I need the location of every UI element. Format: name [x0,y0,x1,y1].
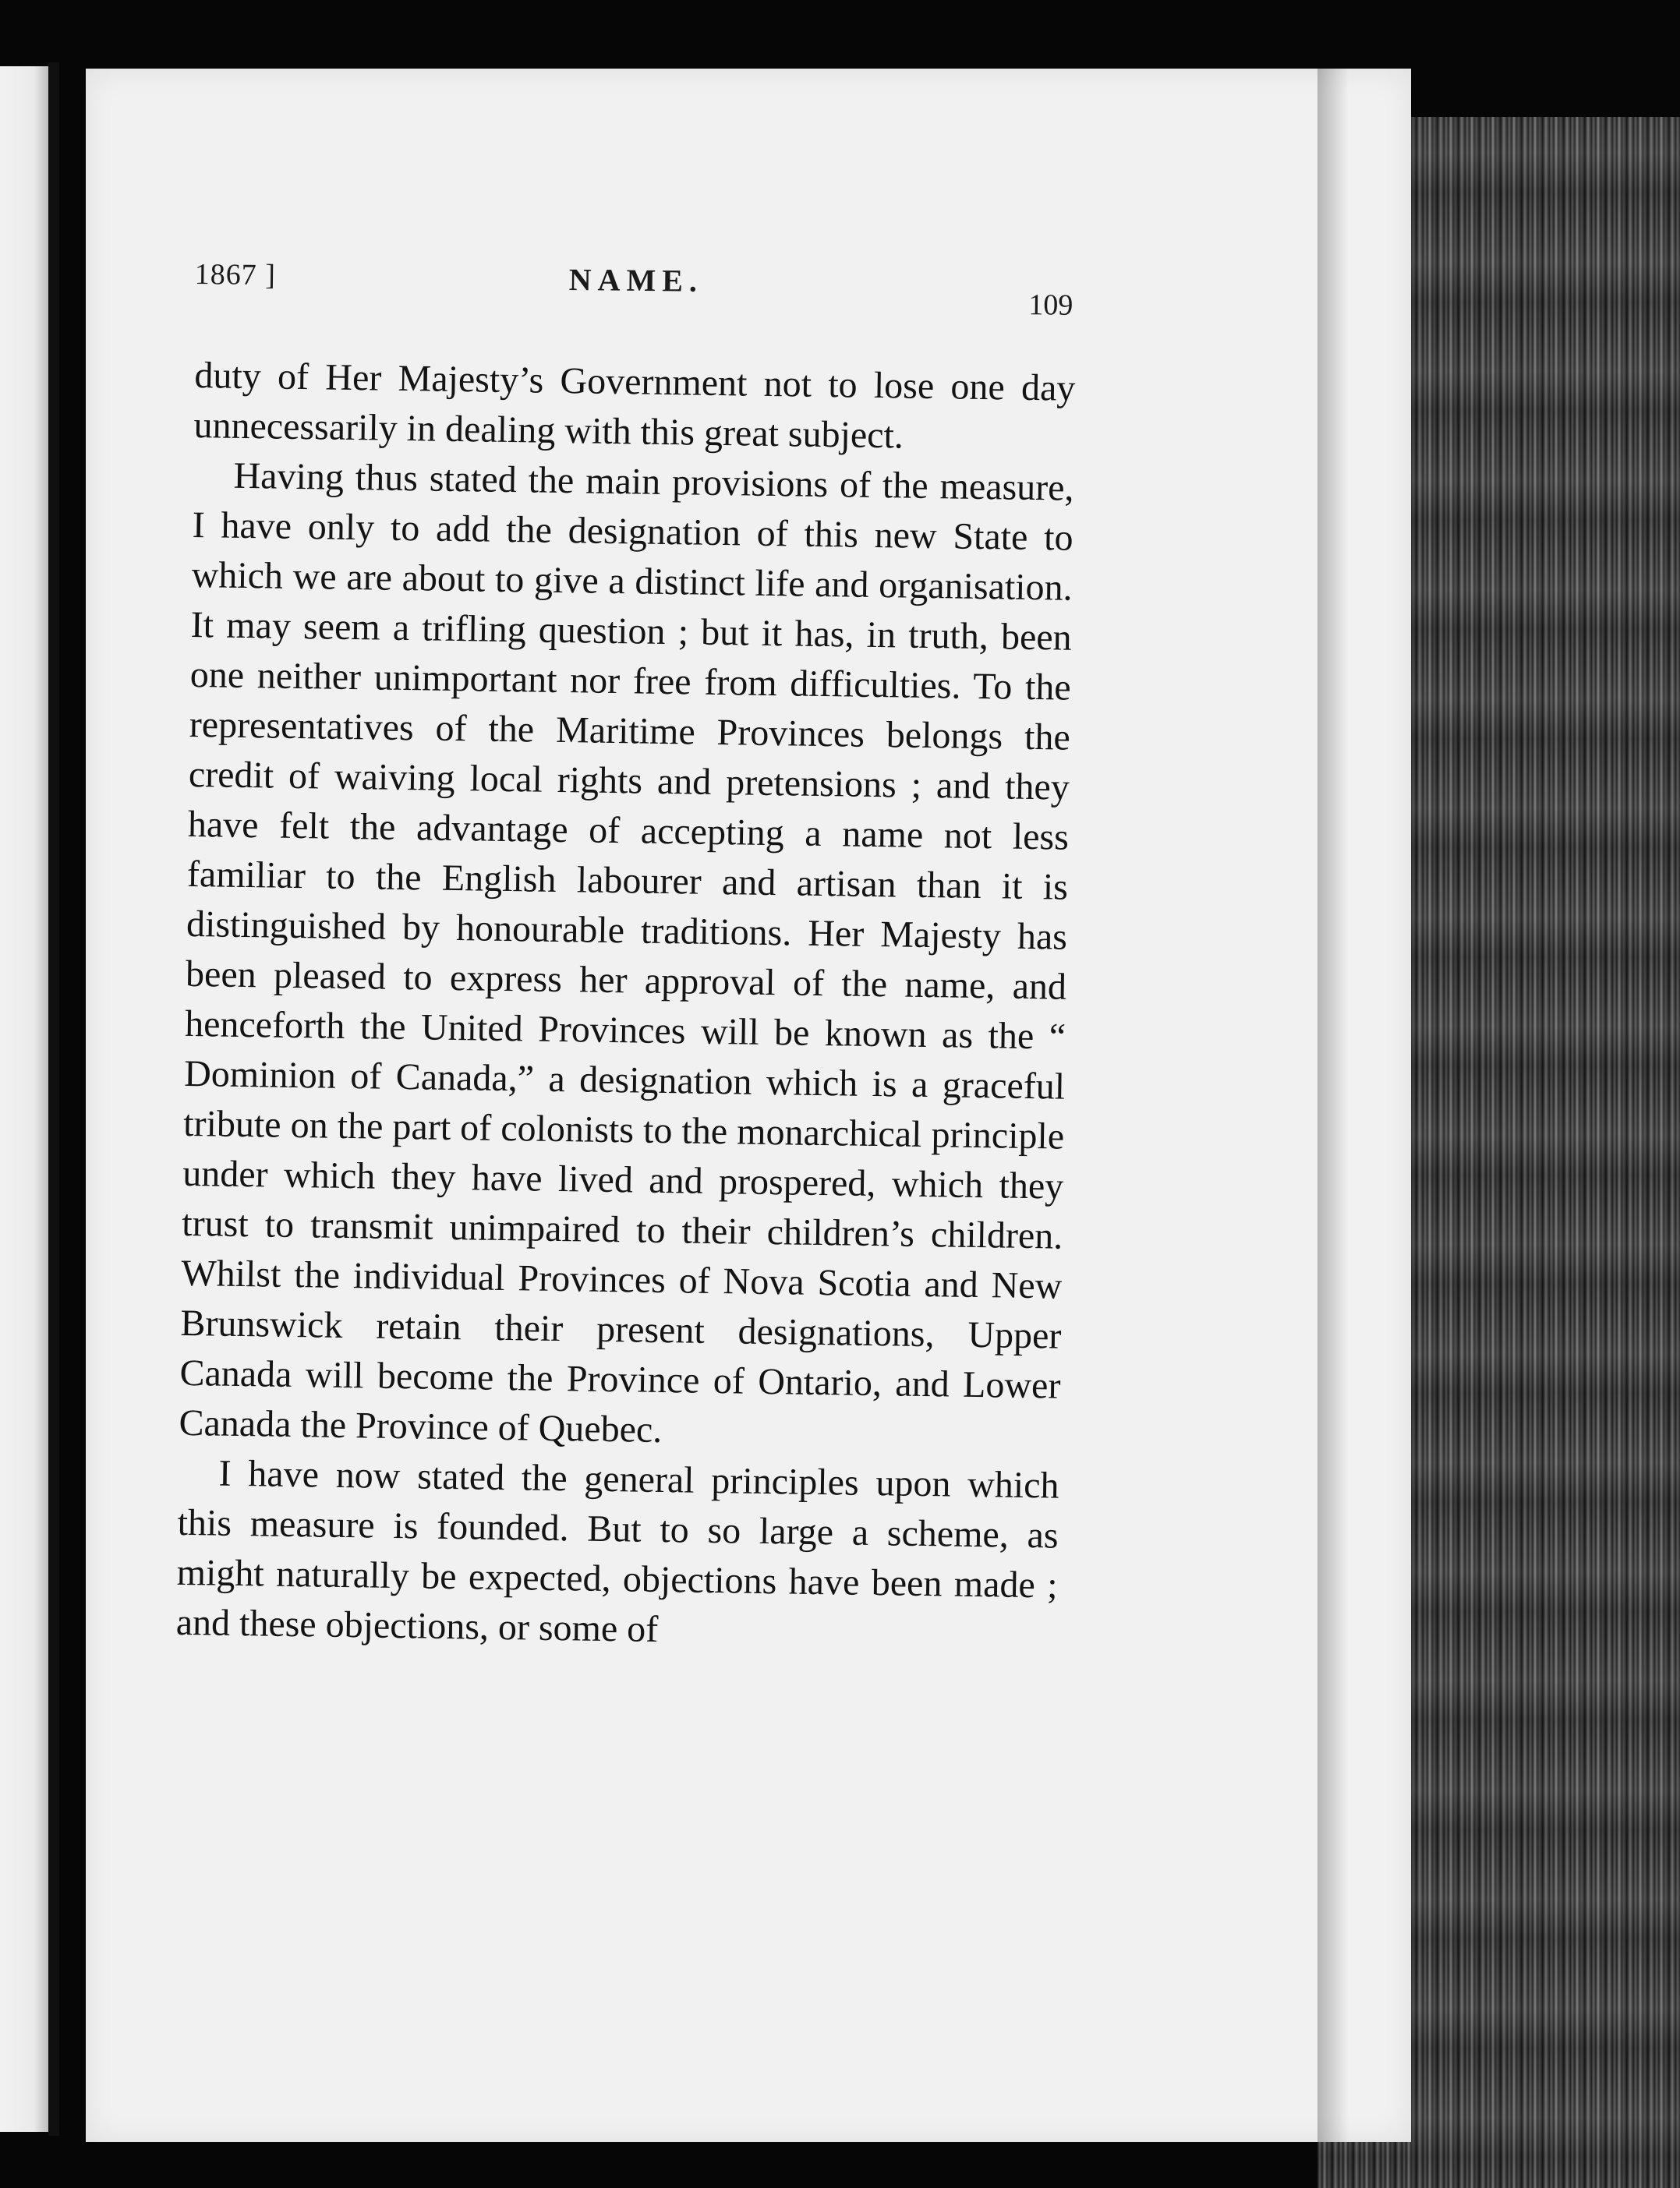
paragraph: I have now stated the general principles upon which this measure is founded. But to so large a scheme, as might naturally be expected, objections have been made ; and these objections, or some of [175,1452,1059,1650]
running-header-title: NAME. [568,262,704,299]
book-gutter [48,62,59,2136]
paragraph: Having thus stated the main provisions of the measure, I have only to add the designation of this new State to which we are about to give a distinct life and organisation. It may seem a trifling question ; but it has, in truth, been one neither unimportant nor free from difficulties. To the representatives of the Maritime Provinces belongs the credit of waiving local rights and pretensions ; and they have felt the advantage of accepting a name not less familiar to the English labourer and artisan than it is distinguished by honourable traditions. Her Majesty has been pleased to express her approval of the name, and henceforth the United Provinces will be known as the “ Dominion of Canada,” a designation which is a graceful tribute on the part of colonists to the monarchical principle under which they have lived and prospered, which they trust to transmit unimpaired to their children’s children. Whilst the individual Provinces of Nova Scotia and New Brunswick retain their present designations, Upper Canada will become the Province of Ontario, and Lower Canada the Province of Quebec. [179,454,1074,1451]
page-edge-shadow [1317,69,1349,2142]
paragraph-continued: duty of Her Majesty’s Government not to lose one day unnecessarily in dealing with this great subject. [193,354,1076,457]
page-number: 109 [1028,288,1073,322]
facing-page-edge [0,66,48,2132]
running-header [194,257,1084,337]
running-header-year: 1867 ] [194,257,277,292]
body-text [175,351,1076,1661]
